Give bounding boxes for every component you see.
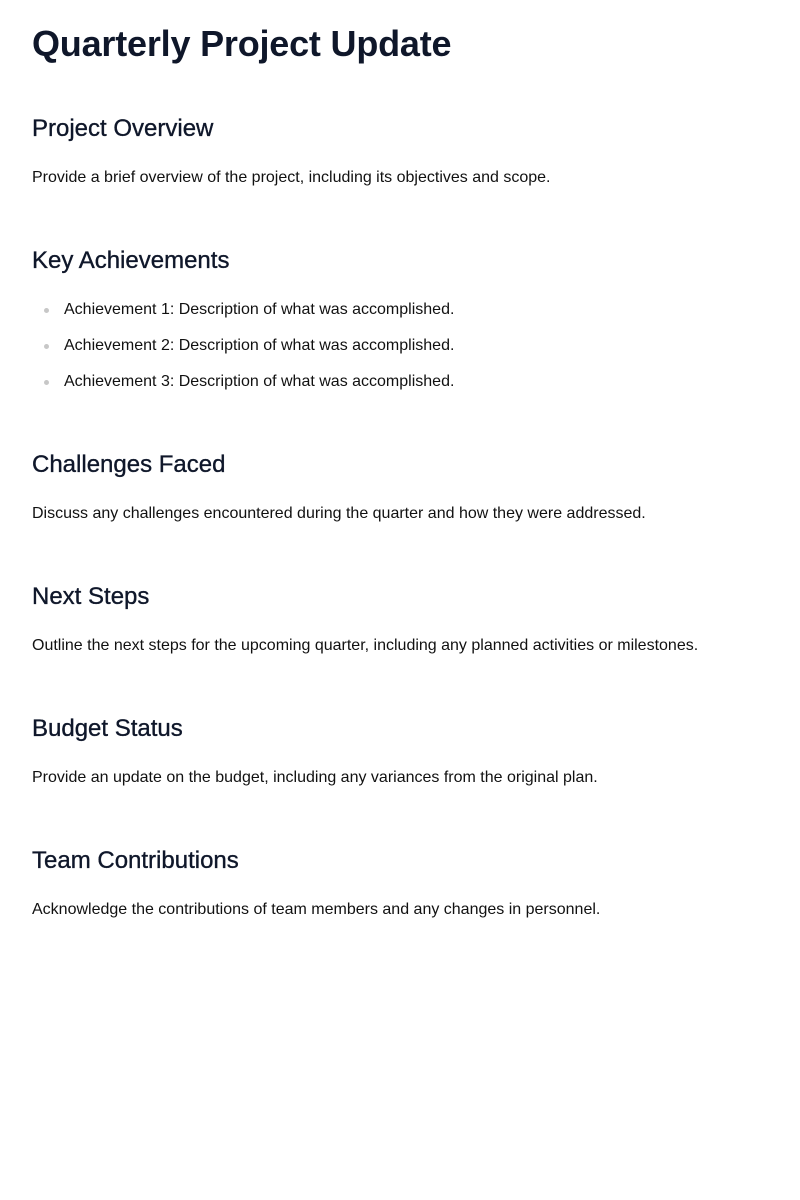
section-heading-next-steps: Next Steps [32, 583, 150, 610]
section-text-team-contributions: Acknowledge the contributions of team members and any changes in personnel. [32, 901, 601, 918]
list-item [32, 336, 768, 356]
section-next-steps [32, 582, 768, 656]
list-item-text: Achievement 3: Description of what was accomplished. [64, 373, 455, 390]
bullet-icon [44, 344, 49, 349]
section-project-overview [32, 114, 768, 188]
section-challenges-faced [32, 450, 768, 524]
section-heading-budget-status: Budget Status [32, 715, 183, 742]
achievements-list [32, 300, 768, 392]
section-heading-challenges-faced: Challenges Faced [32, 451, 226, 478]
list-item [32, 372, 768, 392]
section-heading-team-contributions: Team Contributions [32, 847, 239, 874]
list-item-text: Achievement 1: Description of what was accomplished. [64, 301, 455, 318]
bullet-icon [44, 380, 49, 385]
section-text-next-steps: Outline the next steps for the upcoming quarter, including any planned activities or milestones. [32, 637, 699, 654]
section-text-budget-status: Provide an update on the budget, including any variances from the original plan. [32, 769, 598, 786]
list-item-text: Achievement 2: Description of what was accomplished. [64, 337, 455, 354]
section-heading-key-achievements: Key Achievements [32, 247, 230, 274]
page-title: Quarterly Project Update [32, 23, 452, 64]
section-text-project-overview: Provide a brief overview of the project, including its objectives and scope. [32, 169, 551, 186]
list-item [32, 300, 768, 320]
bullet-icon [44, 308, 49, 313]
section-heading-project-overview: Project Overview [32, 115, 214, 142]
section-budget-status [32, 714, 768, 788]
section-key-achievements [32, 246, 768, 408]
section-team-contributions [32, 846, 768, 920]
section-text-challenges-faced: Discuss any challenges encountered during the quarter and how they were addressed. [32, 505, 646, 522]
